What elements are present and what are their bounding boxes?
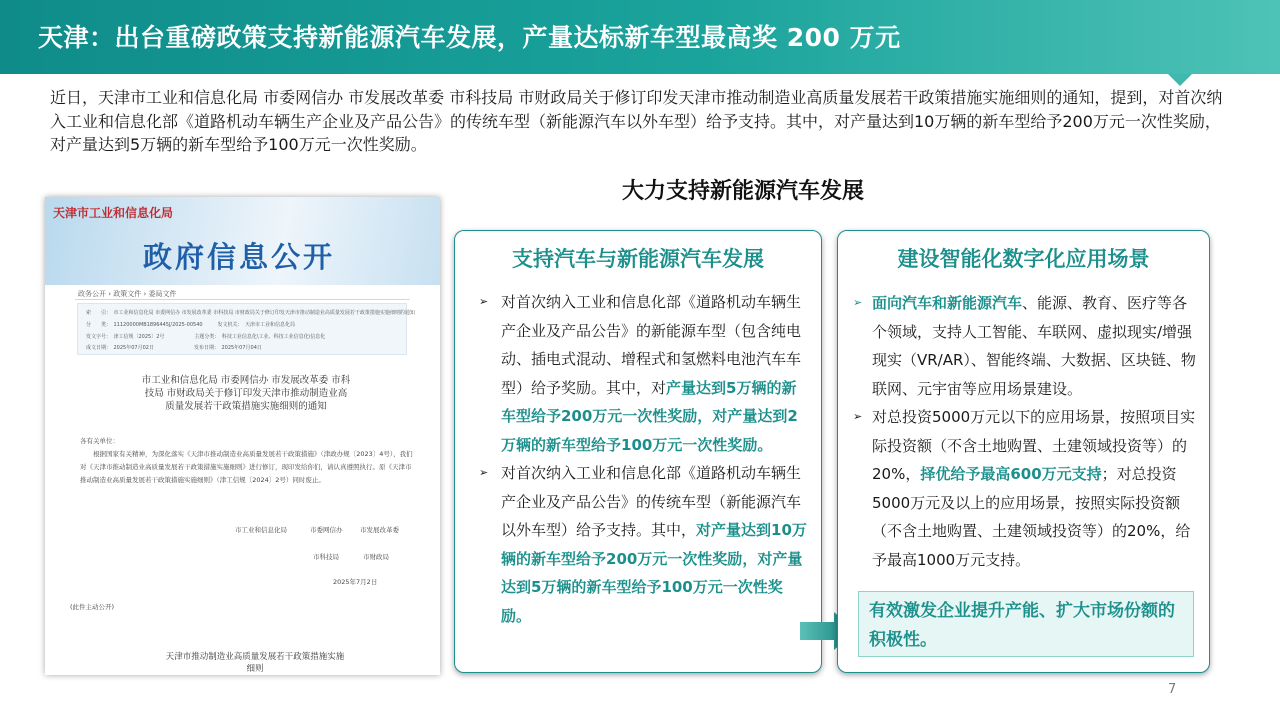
document-meta-row: 索 引： 市工业和信息化局 市委网信办 市发展改革委 市科技局 市财政局关于修订印发天津市推动制造业高质量发展若干政策措施实施细则的通知	[86, 310, 415, 316]
bullet-arrow-icon: ➢	[853, 410, 863, 423]
page-number: 7	[1168, 682, 1177, 697]
document-heading: 市工业和信息化局 市委网信办 市发展改革委 市科技局 市财政局关于修订印发天津市推动制造业高质量发展若干政策措施实施细则的通知	[141, 375, 351, 412]
document-public-note: (此件主动公开)	[70, 603, 115, 611]
panel-title: 建设智能化数字化应用场景	[897, 247, 1150, 271]
bullet-list	[850, 289, 1200, 574]
bullet-text: 、能源、教育、医疗等各个领域，支持人工智能、车联网、虚拟现实/增强现实（VR/AR）、智能终端、大数据、区块链、物联网、元宇宙等应用场景建设。	[872, 294, 1196, 398]
bullet-text: 对首次纳入工业和信息化部《道路机动车辆生产企业及产品公告》的新能源车型（包含纯电动、插电式混动、增程式和氢燃料电池汽车车型）给予奖励。其中，对	[501, 293, 802, 397]
slide-title: 天津：出台重磅政策支持新能源汽车发展，产量达标新车型最高奖 200 万元	[38, 23, 901, 52]
document-body	[80, 435, 415, 487]
bullet-highlight: 择优给予最高600万元支持	[920, 465, 1102, 483]
result-callout	[858, 591, 1194, 657]
panel-digital-scenarios	[837, 230, 1210, 673]
intro-paragraph: 近日，天津市工业和信息化局 市委网信办 市发展改革委 市科技局 市财政局关于修订印发天津市推动制造业高质量发展若干政策措施实施细则的通知，提到，对首次纳入工业和信息化部《道路机动车辆生产企业及产品公告》的传统车型（新能源汽车以外车型）给予支持。其中，对产量达到10万辆的新车型给予200万元一次性奖励，对产量达到5万辆的新车型给予100万元一次性奖励。	[50, 88, 1223, 154]
list-item	[850, 403, 1200, 574]
document-banner-title: 政府信息公开	[143, 240, 336, 274]
bullet-arrow-icon: ➢	[479, 466, 489, 479]
bullet-text: 对总投资5000万元以下的应用场景，按照项目实际投资额（不含土地购置、土建领域投资等）的20%，	[872, 408, 1196, 483]
list-item	[475, 459, 811, 630]
document-divider	[75, 299, 410, 300]
bullet-arrow-icon: ➢	[479, 295, 489, 308]
document-meta-row: 发文字号： 津工信规〔2025〕2号 主题分类： 科技工业信息化\工业、科技工业信息化\信息化	[86, 334, 326, 340]
document-date: 2025年7月2日	[333, 578, 378, 586]
panel-vehicle-support	[454, 230, 822, 673]
list-item	[850, 289, 1200, 403]
bullet-arrow-icon: ➢	[853, 296, 863, 309]
document-signer: 市科技局	[313, 553, 339, 561]
title-bar	[0, 0, 1280, 74]
document-meta-table	[77, 303, 415, 355]
document-meta-row: 分 类： 11120000MB1896445J/2025-00540 发文机关： 天津市工业和信息化局	[86, 322, 296, 328]
document-meta-row: 成文日期： 2025年07月02日 发布日期： 2025年07月04日	[86, 345, 262, 351]
document-signer: 市财政局	[363, 553, 389, 561]
bullet-text: 对首次纳入工业和信息化部《道路机动车辆生产企业及产品公告》的传统车型（新能源汽车以外车型）给予支持。其中，	[501, 464, 802, 539]
document-signer: 市工业和信息化局	[235, 526, 287, 534]
document-signer: 市发展改革委	[360, 526, 399, 534]
document-signer: 市委网信办	[310, 526, 343, 534]
bullet-highlight: 面向汽车和新能源汽车	[872, 294, 1023, 312]
document-attachment-title: 天津市推动制造业高质量发展若干政策措施实施细则	[165, 652, 345, 674]
panel-title: 支持汽车与新能源汽车发展	[512, 247, 764, 271]
bullet-highlight: 对产量达到10万辆的新车型给予200万元一次性奖励，对产量达到5万辆的新车型给予100万元一次性奖励。	[501, 521, 807, 625]
bullet-highlight: 产量达到5万辆的新车型给予200万元一次性奖励，对产量达到2万辆的新车型给予100万元一次性奖励。	[501, 378, 798, 454]
section-heading: 大力支持新能源汽车发展	[622, 179, 865, 204]
bullet-text: ；对总投资5000万元及以上的应用场景，按照实际投资额（不含土地购置、土建领域投资等）的20%，给予最高1000万元支持。	[872, 465, 1191, 569]
list-item	[475, 288, 811, 459]
document-banner	[45, 197, 440, 285]
document-body-text: 根据国家有关精神，为深化落实《天津市推动制造业高质量发展若干政策措施》（津政办规〔2023〕4号），我们对《天津市推动制造业高质量发展若干政策措施实施细则》进行修订，现印发给你们，请认真遵照执行。原《天津市推动制造业高质量发展若干政策措施实施细则》（津工信规〔2024〕2号）同时废止。	[80, 450, 413, 484]
result-text: 有效激发企业提升产能、扩大市场份额的积极性。	[869, 601, 1175, 650]
document-bureau-name: 天津市工业和信息化局	[53, 206, 174, 220]
bullet-list	[475, 288, 811, 630]
document-breadcrumb: 政务公开 › 政策文件 › 委局文件	[78, 290, 177, 298]
document-greeting: 各有关单位：	[80, 437, 119, 445]
title-notch-decoration	[1168, 74, 1192, 86]
document-screenshot	[45, 197, 440, 675]
